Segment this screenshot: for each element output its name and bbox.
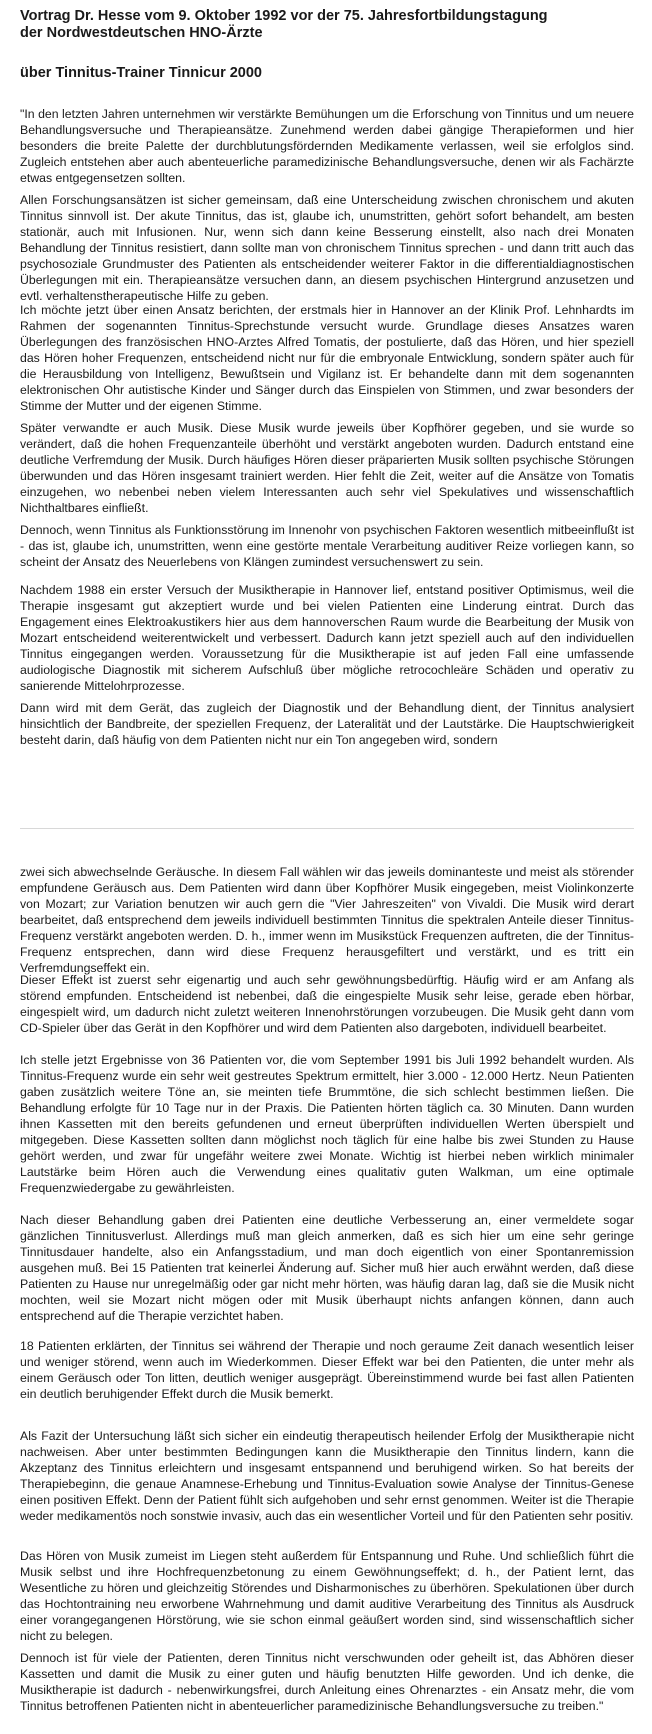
- paragraph-8: zwei sich abwechselnde Geräusche. In diesem Fall wählen wir das jeweils dominanteste und meist als störender empfundene Geräusch aus. Dem Patienten wird dann über Kopfhörer Musik eingegeben, meist Violinkonzerte von Mozart; zur Variation benutzen wir auch gern die "Vier Jahreszeiten" von Vivaldi. Die Musik wird derart bearbeitet, daß entsprechend dem jeweils individuell bestimmten Tinnitus die spektralen Anteile dieser Tinnitus-Frequenz verstärkt angeboten werden. D. h., immer wenn im Musikstück Frequenzen auftreten, die der Tinnitus-Frequenz entsprechen, dann wird diese Frequenz herausgefiltert und verstärkt, und es tritt ein Verfremdungseffekt ein.: [20, 865, 634, 975]
- page-break-divider: [20, 828, 634, 829]
- document-title: [20, 8, 620, 42]
- title-line-1: Vortrag Dr. Hesse vom 9. Oktober 1992 vor der 75. Jahresfortbildungstagung: [20, 8, 548, 24]
- paragraph-5: Dennoch, wenn Tinnitus als Funktionsstörung im Innenohr von psychischen Faktoren wesentlich mitbeeinflußt ist - das ist, glaube ich, unumstritten, wenn eine gestörte mentale Verarbeitung auditiver Reize vorliegen kann, so scheint der Ansatz des Neuerlebens von Klängen zumindest versuchenswert zu sein.: [20, 523, 634, 569]
- paragraph-3: Ich möchte jetzt über einen Ansatz berichten, der erstmals hier in Hannover an der Klinik Prof. Lehnhardts im Rahmen der sogenannten Tinnitus-Sprechstunde versucht wurde. Grundlage dieses Ansatzes waren Überlegungen des französischen HNO-Arztes Alfred Tomatis, der postulierte, daß das Hören, und hier speziell das Hören hoher Frequenzen, entscheidend nicht nur für die embryonale Entwicklung, sondern später auch für die Herausbildung von Intelligenz, Bewußtsein und Vigilanz ist. Er behandelte dann mit dem sogenannten elektronischen Ohr autistische Kinder und Sänger durch das Einspielen von Stimmen, und zwar besonders der Stimme der Mutter und der eigenen Stimme.: [20, 303, 634, 413]
- paragraph-10: Ich stelle jetzt Ergebnisse von 36 Patienten vor, die vom September 1991 bis Juli 1992 behandelt wurden. Als Tinnitus-Frequenz wurde ein sehr weit gestreutes Spektrum ermittelt, hier 3.000 - 12.000 Hertz. Neun Patienten gaben zusätzlich weitere Töne an, sie meinten tiefe Brummtöne, die sich schlecht bestimmen ließen. Die Behandlung erfolgte für 10 Tage nur in der Praxis. Die Patienten hörten täglich ca. 30 Minuten. Dann wurden ihnen Kassetten mit den bereits gefundenen und erneut überprüften individuellen Werten überspielt und mitgegeben. Diese Kassetten sollten dann möglichst noch täglich für eine halbe bis zwei Stunden zu Hause gehört werden, und zwar für ungefähr weitere zwei Monate. Wichtig ist hierbei neben wirklich minimaler Lautstärke beim Hören auch die Verwendung eines qualitativ guten Walkman, um eine optimale Frequenzwiedergabe zu gewährleisten.: [20, 1053, 634, 1195]
- title-line-2: der Nordwestdeutschen HNO-Ärzte: [20, 25, 263, 41]
- paragraph-9: Dieser Effekt ist zuerst sehr eigenartig und auch sehr gewöhnungsbedürftig. Häufig wird er am Anfang als störend empfunden. Entscheidend ist nebenbei, daß die eingespielte Musik sehr leise, gerade eben hörbar, eingespielt wird, um dadurch nicht zuletzt weiteren Innenohrstörungen vorzubeugen. Die Musik geht dann vom CD-Spieler über das Gerät in den Kopfhörer und wird dem Patienten also dargeboten, individuell bearbeitet.: [20, 973, 634, 1035]
- paragraph-2: Allen Forschungsansätzen ist sicher gemeinsam, daß eine Unterscheidung zwischen chronischem und akuten Tinnitus sinnvoll ist. Der akute Tinnitus, das ist, glaube ich, unumstritten, gehört sofort behandelt, am besten stationär, auch mit Infusionen. Nur, wenn sich dann keine Besserung einstellt, also nach drei Monaten Behandlung der Tinnitus resistiert, dann sollte man von chronischem Tinnitus sprechen - und dann tritt auch das psychosoziale Grundmuster des Patienten als entscheidender weiterer Faktor in die differentialdiagnostischen Überlegungen mit ein. Therapieansätze versuchen dann, an diesem psychischen Hintergrund anzusetzen und evtl. verhaltenstherapeutische Hilfe zu geben.: [20, 193, 634, 303]
- paragraph-6: Nachdem 1988 ein erster Versuch der Musiktherapie in Hannover lief, entstand positiver Optimismus, weil die Therapie insgesamt gut akzeptiert wurde und bei vielen Patienten eine Linderung eintrat. Durch das Engagement eines Elektroakustikers hier aus dem hannoverschen Raum wurde die Bearbeitung der Musik von Mozart entscheidend weiterentwickelt und verbessert. Dadurch kann jetzt speziell auch auf den individuellen Tinnitus eingegangen werden. Voraussetzung für die Musiktherapie ist auf jeden Fall eine umfassende audiologische Diagnostik mit sicherem Aufschluß über mögliche retrocochleäre Schäden und operativ zu sanierende Mittelohrprozesse.: [20, 583, 634, 693]
- paragraph-11: Nach dieser Behandlung gaben drei Patienten eine deutliche Verbesserung an, einer vermeldete sogar gänzlichen Tinnitusverlust. Allerdings muß man gleich anmerken, daß es sich hier um eine sehr geringe Tinnitusdauer handelte, also ein Anfangsstadium, und man doch eigentlich von einer Spontanremission ausgehen muß. Bei 15 Patienten trat keinerlei Änderung auf. Sicher muß hier auch erwähnt werden, daß diese Patienten zu Hause nur unregelmäßig oder gar nicht mehr hörten, was häufig daran lag, daß sie die Musik nicht mochten, weil sie Mozart nicht mögen oder mit Musik überhaupt nichts anfangen können, dann auch entsprechend auf die Therapie verzichtet haben.: [20, 1213, 634, 1323]
- document-subtitle: über Tinnitus-Trainer Tinnicur 2000: [20, 65, 262, 81]
- paragraph-13: Als Fazit der Untersuchung läßt sich sicher ein eindeutig therapeutisch heilender Erfolg der Musiktherapie nicht nachweisen. Aber unter bestimmten Bedingungen kann die Musiktherapie den Tinnitus lindern, kann die Akzeptanz des Tinnitus erleichtern und insgesamt entspannend und beruhigend wirken. So hat bereits der Therapiebeginn, die genaue Anamnese-Erhebung und Tinnitus-Evaluation sowie Analyse der Tinnitus-Genese einen positiven Effekt. Denn der Patient fühlt sich aufgehoben und sehr ernst genommen. Weiter ist die Therapie weder medikamentös noch sonstwie invasiv, auch das ein wesentlicher Vorteil und für den Patienten sehr positiv.: [20, 1429, 634, 1523]
- paragraph-1: "In den letzten Jahren unternehmen wir verstärkte Bemühungen um die Erforschung von Tinnitus und um neuere Behandlungsversuche und Therapieansätze. Zunehmend werden dabei gängige Therapieformen und hier besonders die breite Palette der durchblutungsfördernden Medikamente verlassen, weil sie erfolglos sind. Zugleich entstehen aber auch abenteuerliche paramedizinische Behandlungsversuche, denen wir als Fachärzte etwas entgegensetzen sollten.: [20, 107, 634, 185]
- paragraph-15: Dennoch ist für viele der Patienten, deren Tinnitus nicht verschwunden oder geheilt ist, das Abhören dieser Kassetten und damit die Musik zu einer guten und häufig benutzten Hilfe geworden. Und ich denke, die Musiktherapie ist dadurch - nebenwirkungsfrei, durch Anleitung eines Ohrenarztes - ein Ansatz mehr, die vom Tinnitus betroffenen Patienten nicht in abenteuerlicher paramedizinische Behandlungsversuche zu treiben.": [20, 1651, 634, 1713]
- paragraph-7: Dann wird mit dem Gerät, das zugleich der Diagnostik und der Behandlung dient, der Tinnitus analysiert hinsichtlich der Bandbreite, der speziellen Frequenz, der Lateralität und der Lautstärke. Die Hauptschwierigkeit besteht darin, daß häufig von dem Patienten nicht nur ein Ton angegeben wird, sondern: [20, 701, 634, 747]
- paragraph-12: 18 Patienten erklärten, der Tinnitus sei während der Therapie und noch geraume Zeit danach wesentlich leiser und weniger störend, wenn auch im Wiederkommen. Dieser Effekt war bei den Patienten, die unter mehr als einem Geräusch oder Ton litten, deutlich weniger ausgeprägt. Übereinstimmend wurde bei fast allen Patienten ein deutlich beruhigender Effekt durch die Musik bemerkt.: [20, 1339, 634, 1401]
- paragraph-14: Das Hören von Musik zumeist im Liegen steht außerdem für Entspannung und Ruhe. Und schließlich führt die Musik selbst und ihre Hochfrequenzbetonung zu einem Gewöhnungseffekt; d. h., der Patient lernt, das Wesentliche zu hören und gleichzeitig Störendes und Disharmonisches zu überhören. Spekulationen über durch das Hochtontraining neu erworbene Wahrnehmung und damit auditive Verarbeitung des Tinnitus als Ausdruck einer vorangegangenen Hörstörung, wie sie schon einmal geäußert worden sind, sind wissenschaftlich sicher nicht zu belegen.: [20, 1549, 634, 1643]
- paragraph-4: Später verwandte er auch Musik. Diese Musik wurde jeweils über Kopfhörer gegeben, und sie wurde so verändert, daß die hohen Frequenzanteile überhöht und verstärkt angeboten wurden. Dadurch entstand eine deutliche Verfremdung der Musik. Durch häufiges Hören dieser präparierten Musik sollten psychische Störungen überwunden und das Hören insgesamt trainiert werden. Hier fehlt die Zeit, weiter auf die Ansätze von Tomatis einzugehen, wo nebenbei neben vielem Interessanten auch sehr viel Spekulatives und wissenschaftlich Nichthaltbares einfließt.: [20, 421, 634, 515]
